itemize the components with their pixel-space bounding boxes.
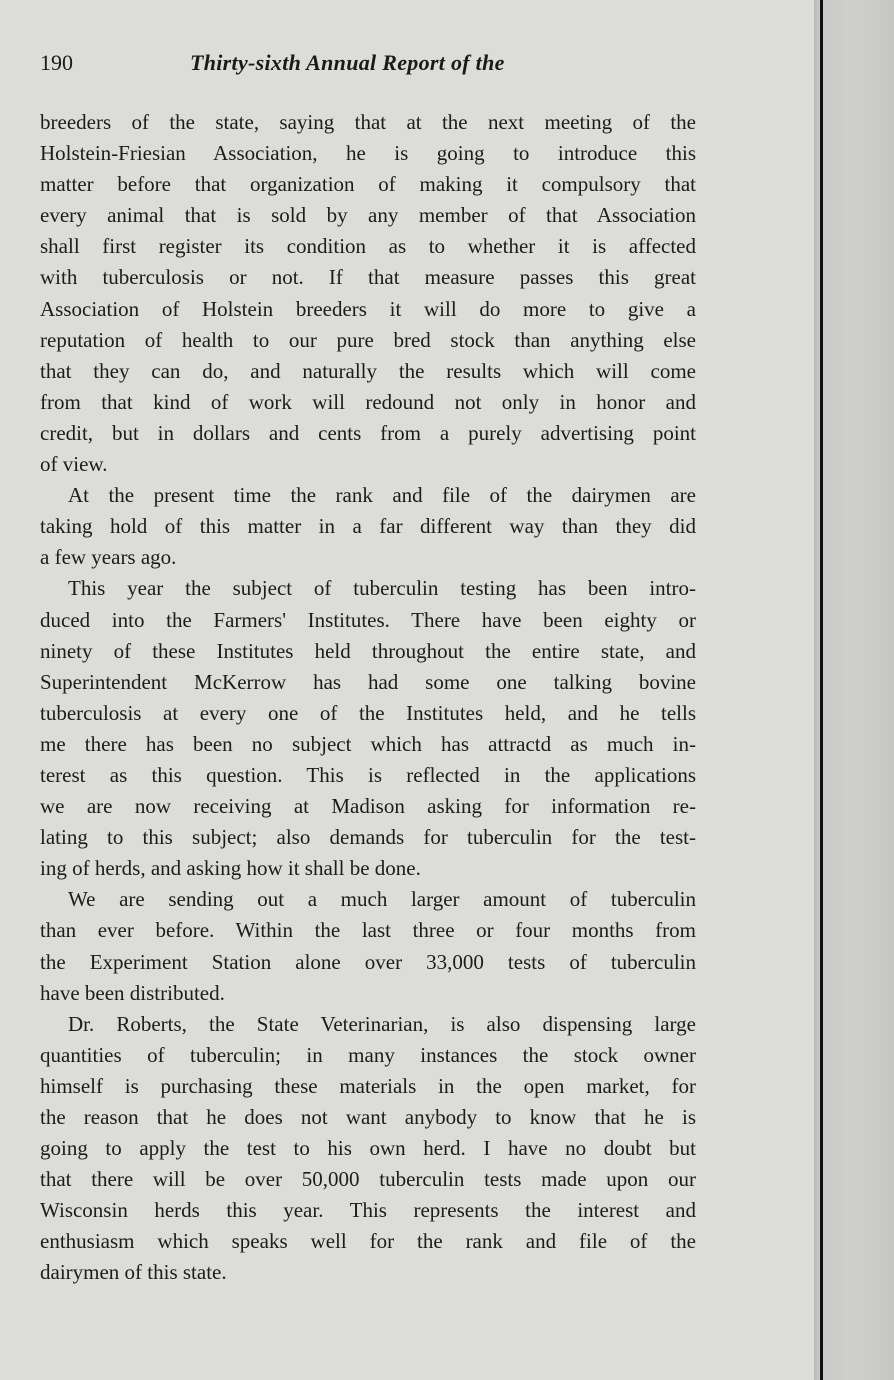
text-line: dairymen of this state. [40,1260,227,1285]
text-line: ing of herds, and asking how it shall be done. [40,856,421,881]
paragraph [40,480,696,573]
body-text [40,107,696,1289]
text-line: enthusiasm which speaks well for the rank and file of the [40,1229,696,1254]
paragraph [40,884,696,1008]
text-line: tuberculosis at every one of the Institutes held, and he tells [40,700,696,725]
text-line: going to apply the test to his own herd. I have no doubt but [40,1136,696,1161]
text-line: with tuberculosis or not. If that measure passes this great [40,265,696,290]
text-line: a few years ago. [40,545,177,570]
text-line: every animal that is sold by any member of that Association [40,203,696,228]
text-line: credit, but in dollars and cents from a purely advertising point [40,420,696,445]
text-line: We are sending out a much larger amount of tuberculin [68,887,696,912]
text-line: himself is purchasing these materials in the open market, for [40,1073,696,1098]
text-line: Superintendent McKerrow has had some one talking bovine [40,669,696,694]
paragraph [40,573,696,884]
paragraph [40,107,696,480]
text-line: taking hold of this matter in a far different way than they did [40,514,696,539]
text-line: breeders of the state, saying that at the next meeting of the [40,110,696,134]
paragraph [40,1009,696,1289]
text-line: of view. [40,452,108,477]
running-title: Thirty-sixth Annual Report of the [190,50,505,75]
text-line: Wisconsin herds this year. This represents the interest and [40,1198,696,1223]
text-line: ninety of these Institutes held throughout the entire state, and [40,638,696,663]
text-line: shall first register its condition as to whether it is affected [40,234,696,259]
text-line: reputation of health to our pure bred stock than anything else [40,327,696,352]
page-number: 190 [40,50,73,75]
text-line: that there will be over 50,000 tuberculin tests made upon our [40,1167,696,1192]
book-spine-shadow [814,0,894,1380]
text-line: duced into the Farmers' Institutes. There have been eighty or [40,607,696,632]
text-line: quantities of tuberculin; in many instances the stock owner [40,1042,696,1067]
text-line: At the present time the rank and file of the dairymen are [68,483,696,508]
text-line: Dr. Roberts, the State Veterinarian, is also dispensing large [68,1011,696,1036]
text-line: Holstein-Friesian Association, he is going to introduce this [40,141,696,166]
text-line: that they can do, and naturally the results which will come [40,358,696,383]
page-edge-line [820,0,823,1380]
text-line: This year the subject of tuberculin testing has been intro- [68,576,696,601]
text-line: terest as this question. This is reflected in the applications [40,762,696,787]
text-line: the Experiment Station alone over 33,000 tests of tuberculin [40,949,696,974]
text-line: we are now receiving at Madison asking for information re- [40,794,696,819]
text-line: from that kind of work will redound not only in honor and [40,389,696,414]
text-line: me there has been no subject which has attractd as much in- [40,731,696,756]
text-line: the reason that he does not want anybody to know that he is [40,1105,696,1129]
page-header [40,46,700,80]
text-line: have been distributed. [40,980,225,1005]
text-line: lating to this subject; also demands for tuberculin for the test- [40,825,696,850]
text-line: Association of Holstein breeders it will do more to give a [40,296,696,321]
text-line: matter before that organization of making it compulsory that [40,172,696,197]
text-line: than ever before. Within the last three or four months from [40,918,696,943]
